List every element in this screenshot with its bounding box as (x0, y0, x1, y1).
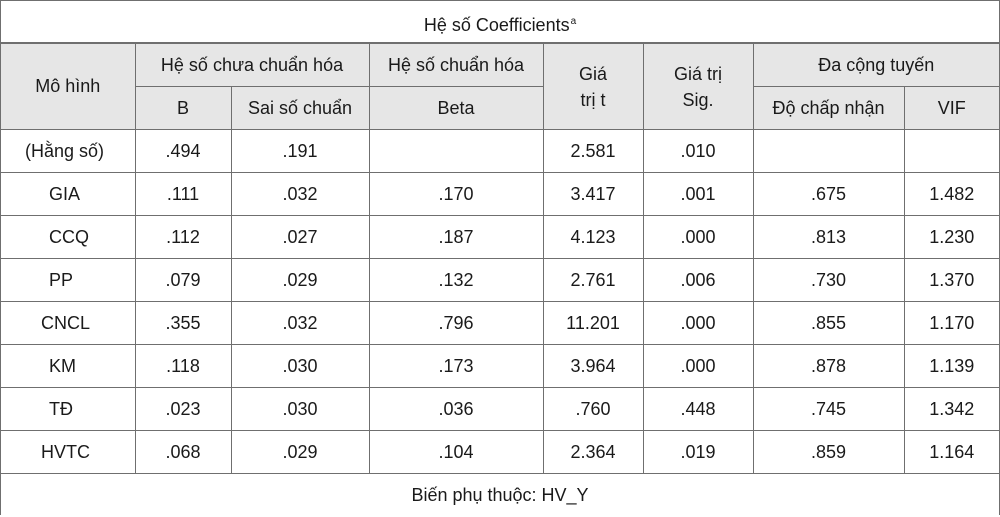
cell-model: HVTC (1, 431, 135, 474)
header-t-line1: Giá (579, 63, 608, 84)
table-row (1, 388, 999, 431)
table-row (1, 431, 999, 474)
cell-beta: .132 (369, 259, 543, 302)
header-t-line2: trị t (580, 89, 606, 110)
table-footnote: Biến phụ thuộc: HV_Y (1, 474, 999, 517)
cell-tolerance: .745 (753, 388, 904, 431)
cell-sig: .019 (643, 431, 753, 474)
header-standardized: Hệ số chuẩn hóa (369, 44, 543, 87)
cell-t: 2.364 (543, 431, 643, 474)
cell-sig: .448 (643, 388, 753, 431)
cell-model: PP (1, 259, 135, 302)
table-row (1, 259, 999, 302)
cell-se: .030 (231, 345, 369, 388)
cell-model: (Hằng số) (1, 130, 135, 173)
header-vif: VIF (904, 87, 999, 130)
header-t (543, 44, 643, 130)
cell-tolerance: .859 (753, 431, 904, 474)
cell-sig: .010 (643, 130, 753, 173)
header-collinearity: Đa cộng tuyến (753, 44, 999, 87)
cell-tolerance: .855 (753, 302, 904, 345)
cell-tolerance: .730 (753, 259, 904, 302)
cell-t: 3.964 (543, 345, 643, 388)
cell-se: .191 (231, 130, 369, 173)
cell-t: 2.761 (543, 259, 643, 302)
cell-vif (904, 130, 999, 173)
cell-beta: .796 (369, 302, 543, 345)
header-model: Mô hình (1, 44, 135, 130)
table-row (1, 345, 999, 388)
cell-model: CCQ (1, 216, 135, 259)
header-unstandardized: Hệ số chưa chuẩn hóa (135, 44, 369, 87)
table-row (1, 173, 999, 216)
cell-vif: 1.230 (904, 216, 999, 259)
cell-b: .068 (135, 431, 231, 474)
cell-se: .032 (231, 302, 369, 345)
cell-vif: 1.164 (904, 431, 999, 474)
cell-vif: 1.170 (904, 302, 999, 345)
cell-se: .029 (231, 259, 369, 302)
cell-sig: .001 (643, 173, 753, 216)
cell-sig: .000 (643, 302, 753, 345)
cell-model: TĐ (1, 388, 135, 431)
cell-model: CNCL (1, 302, 135, 345)
table-row (1, 302, 999, 345)
cell-vif: 1.342 (904, 388, 999, 431)
cell-t: .760 (543, 388, 643, 431)
cell-tolerance: .675 (753, 173, 904, 216)
header-sig-line1: Giá trị (674, 63, 723, 84)
cell-b: .118 (135, 345, 231, 388)
cell-b: .079 (135, 259, 231, 302)
header-sig (643, 44, 753, 130)
cell-beta: .036 (369, 388, 543, 431)
coefficients-table (1, 43, 999, 474)
table-title-text: Hệ số Coefficients (423, 15, 570, 35)
cell-t: 4.123 (543, 216, 643, 259)
cell-b: .111 (135, 173, 231, 216)
cell-b: .494 (135, 130, 231, 173)
cell-se: .030 (231, 388, 369, 431)
cell-se: .027 (231, 216, 369, 259)
cell-beta: .173 (369, 345, 543, 388)
cell-b: .112 (135, 216, 231, 259)
cell-vif: 1.370 (904, 259, 999, 302)
header-tolerance: Độ chấp nhận (753, 87, 904, 130)
header-std-error: Sai số chuẩn (231, 87, 369, 130)
cell-b: .355 (135, 302, 231, 345)
cell-tolerance: .813 (753, 216, 904, 259)
cell-sig: .000 (643, 345, 753, 388)
cell-t: 11.201 (543, 302, 643, 345)
cell-model: GIA (1, 173, 135, 216)
cell-vif: 1.482 (904, 173, 999, 216)
cell-tolerance (753, 130, 904, 173)
cell-beta: .187 (369, 216, 543, 259)
cell-beta: .170 (369, 173, 543, 216)
cell-t: 2.581 (543, 130, 643, 173)
header-sig-line2: Sig. (682, 89, 714, 110)
cell-model: KM (1, 345, 135, 388)
header-beta: Beta (369, 87, 543, 130)
cell-se: .032 (231, 173, 369, 216)
cell-sig: .006 (643, 259, 753, 302)
cell-sig: .000 (643, 216, 753, 259)
cell-b: .023 (135, 388, 231, 431)
header-b: B (135, 87, 231, 130)
table-row (1, 216, 999, 259)
cell-beta: .104 (369, 431, 543, 474)
table-title (1, 1, 999, 43)
cell-vif: 1.139 (904, 345, 999, 388)
cell-tolerance: .878 (753, 345, 904, 388)
cell-se: .029 (231, 431, 369, 474)
cell-t: 3.417 (543, 173, 643, 216)
title-superscript: a (570, 16, 577, 27)
cell-beta (369, 130, 543, 173)
table-row (1, 130, 999, 173)
